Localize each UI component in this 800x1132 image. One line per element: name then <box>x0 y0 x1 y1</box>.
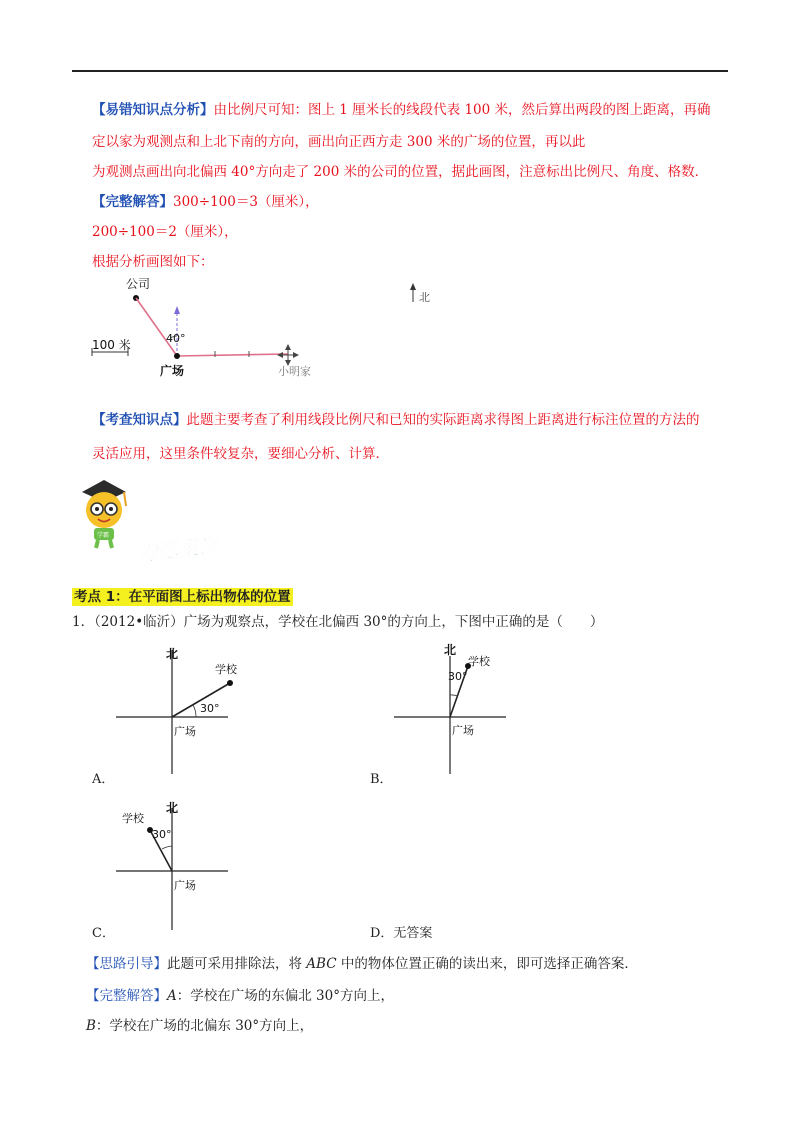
section-heading-text: 考点 1：在平面图上标出物体的位置 <box>74 589 291 605</box>
option-a-label[interactable]: A． <box>92 772 115 787</box>
solution-a-text: ：学校在广场的东偏北 30°方向上， <box>176 988 394 1004</box>
option-c-figure <box>110 794 240 934</box>
square-point <box>174 353 180 359</box>
hint-line <box>86 954 638 974</box>
answer-tag: 【完整解答】 <box>92 194 173 210</box>
angle-label: 40° <box>166 332 186 345</box>
company-path <box>136 298 177 356</box>
map-figure <box>88 272 448 390</box>
b-square-label: 广场 <box>452 724 474 737</box>
option-b-figure <box>388 638 518 778</box>
knowledge-line-2: 灵活应用，这里条件较复杂，要细心分析、计算． <box>92 446 389 462</box>
c-north-label: 北 <box>166 801 179 815</box>
option-d-label[interactable]: D．无答案 <box>370 926 433 941</box>
a-school-point <box>227 680 233 686</box>
home-compass-icon <box>277 344 299 366</box>
question-text: 广场为观察点，学校在北偏西 30°的方向上，下图中正确的是（ ） <box>183 614 604 630</box>
answer-text-1: 300÷100＝3（厘米）， <box>173 194 319 210</box>
square-label: 广场 <box>160 364 185 378</box>
solution-line-a <box>86 986 394 1006</box>
company-label: 公司 <box>126 277 151 291</box>
hint-abc: ABC <box>306 956 337 972</box>
a-angle-label: 30° <box>200 702 220 715</box>
solution-b-letter: B <box>86 1018 96 1034</box>
question-line <box>72 612 603 632</box>
answer-line-3: 根据分析画图如下： <box>92 254 214 270</box>
knowledge-tag: 【考查知识点】 <box>92 412 187 428</box>
home-label: 小明家 <box>278 365 311 378</box>
analysis-tag: 【易错知识点分析】 <box>92 102 214 118</box>
solution-b-text: ：学校在广场的北偏东 30°方向上， <box>95 1018 314 1034</box>
answer-line-2: 200÷100＝2（厘米）， <box>92 224 238 240</box>
c-angle-label: 30° <box>152 828 172 841</box>
b-school-label: 学校 <box>468 655 490 668</box>
scale-label: 100 米 <box>92 338 131 352</box>
c-square-label: 广场 <box>174 879 196 892</box>
option-c-label[interactable]: C． <box>92 926 115 941</box>
top-rule <box>72 70 728 72</box>
north-dash-arrow <box>174 306 180 314</box>
a-north-label: 北 <box>166 647 179 661</box>
north-label: 北 <box>419 291 430 304</box>
analysis-line-1 <box>92 100 711 120</box>
hint-text-post: 中的物体位置正确的读出来，即可选择正确答案． <box>336 956 638 972</box>
analysis-line-3: 为观测点画出向北偏西 40°方向走了 200 米的公司的位置，据此画图，注意标出比例尺、角度、格数． <box>92 164 709 180</box>
b-north-label: 北 <box>444 643 457 657</box>
option-b-label[interactable]: B． <box>370 772 393 787</box>
mascot-text: 学霸 <box>97 532 110 539</box>
c-school-label: 学校 <box>122 812 144 825</box>
b-angle-label: 30° <box>448 670 468 683</box>
answer-line-1 <box>92 192 319 212</box>
analysis-line-2: 定以家为观测点和上北下南的方向，画出向正西方走 300 米的广场的位置，再以此 <box>92 134 586 150</box>
question-source: （2012•临沂） <box>94 614 184 630</box>
mascot-banner <box>74 474 264 574</box>
a-square-label: 广场 <box>174 725 196 738</box>
c-angle-arc <box>162 846 172 849</box>
home-path <box>177 354 288 356</box>
hint-text-pre: 此题可采用排除法，将 <box>167 956 307 972</box>
knowledge-text-1: 此题主要考查了利用线段比例尺和已知的实际距离求得图上距离进行标注位置的方法的 <box>186 412 700 428</box>
section-heading <box>72 585 293 605</box>
solution-a-letter: A <box>167 988 177 1004</box>
analysis-text-1: 由比例尺可知：图上 1 厘米长的线段代表 100 米，然后算出两段的图上距离，再确 <box>213 102 711 118</box>
hint-tag: 【思路引导】 <box>86 956 167 972</box>
north-arrow-head-icon <box>410 283 416 290</box>
a-angle-arc <box>193 705 196 717</box>
question-number: 1． <box>72 614 95 630</box>
solution-line-b <box>86 1016 313 1036</box>
banner-title: 考题集训 <box>136 533 219 566</box>
a-school-label: 学校 <box>215 663 237 676</box>
solution-tag: 【完整解答】 <box>86 988 167 1004</box>
knowledge-line-1 <box>92 410 700 430</box>
option-a-figure <box>110 640 240 780</box>
b-angle-arc <box>450 695 458 696</box>
